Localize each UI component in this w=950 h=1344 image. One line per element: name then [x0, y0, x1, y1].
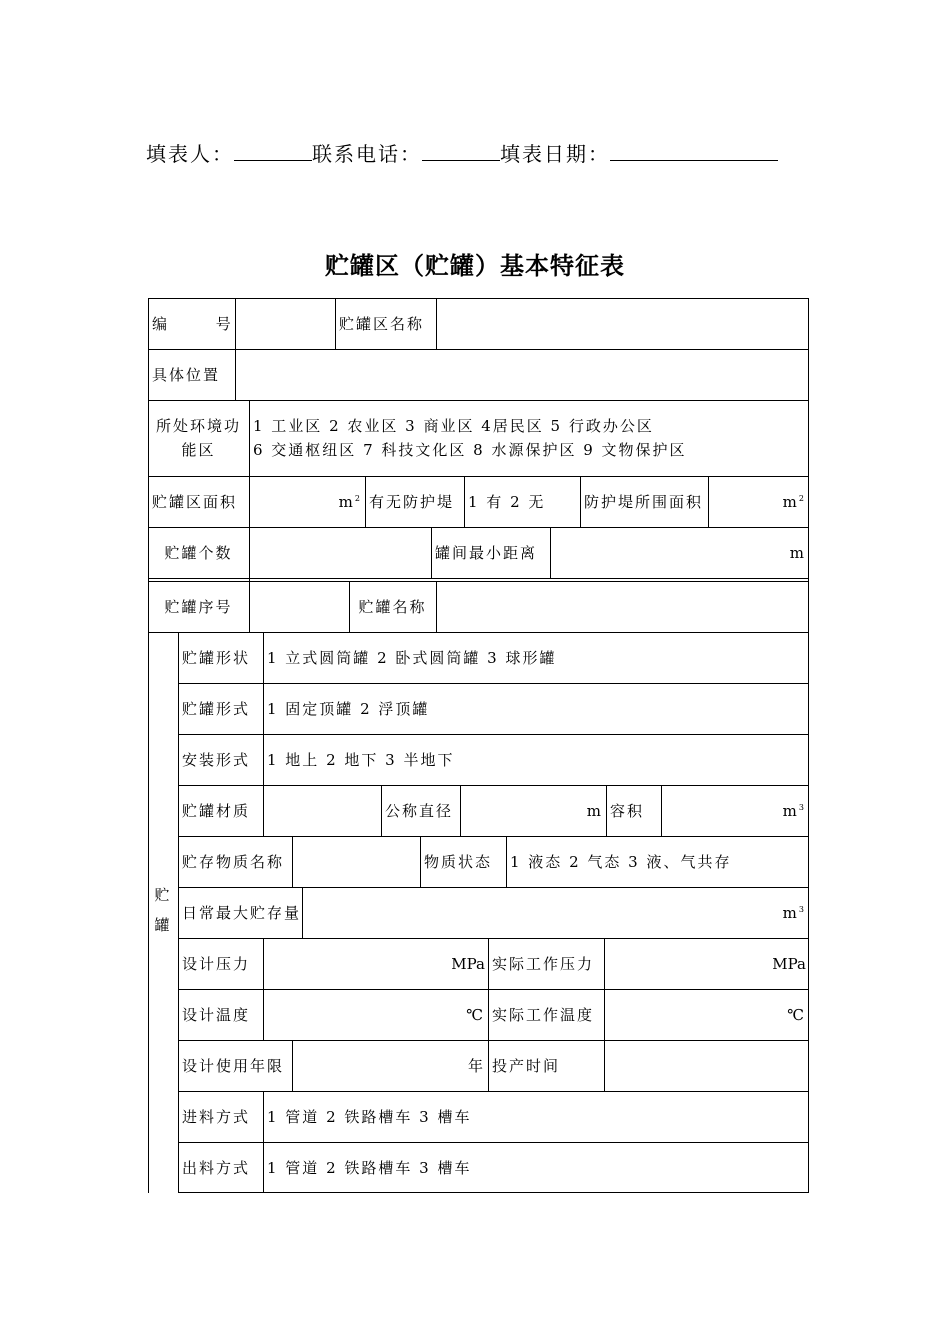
filler-blank[interactable] — [234, 142, 312, 161]
date-label: 填表日期： — [500, 142, 610, 166]
tank-seq-field[interactable] — [249, 581, 349, 632]
material-label: 贮罐材质 — [182, 802, 251, 820]
design-temp-field[interactable] — [263, 989, 488, 1040]
page-title: 贮罐区（贮罐）基本特征表 — [325, 251, 625, 280]
tank-name-field[interactable] — [436, 581, 809, 632]
discharge-label: 出料方式 — [182, 1159, 251, 1177]
form-options[interactable]: 1 固定顶罐 2 浮顶罐 — [267, 700, 430, 718]
env-zone-options-line2: 6 交通枢纽区 7 科技文化区 8 水源保护区 9 文物保护区 — [253, 441, 687, 459]
state-label: 物质状态 — [424, 853, 493, 871]
dike-area-field[interactable] — [708, 476, 809, 527]
work-temp-field[interactable] — [604, 989, 809, 1040]
unit-m2: $m^2$ — [338, 492, 362, 511]
unit-mpa: MPa — [451, 954, 485, 973]
volume-label: 容积 — [610, 802, 645, 820]
install-options[interactable]: 1 地上 2 地下 3 半地下 — [267, 751, 455, 769]
feed-options[interactable]: 1 管道 2 铁路槽车 3 槽车 — [267, 1108, 472, 1126]
work-pressure-label: 实际工作压力 — [492, 955, 595, 973]
substance-field[interactable] — [292, 836, 420, 887]
commission-field[interactable] — [604, 1040, 809, 1091]
date-blank[interactable] — [610, 142, 778, 161]
tank-count-field[interactable] — [249, 527, 431, 578]
unit-m3: $m^3$ — [782, 903, 806, 922]
location-label: 具体位置 — [152, 366, 221, 384]
min-distance-label: 罐间最小距离 — [435, 544, 538, 562]
area-name-field[interactable] — [436, 298, 809, 349]
tank-name-label: 贮罐名称 — [358, 598, 427, 616]
env-zone-options[interactable] — [249, 400, 809, 476]
install-label: 安装形式 — [182, 751, 251, 769]
dike-area-label: 防护堤所围面积 — [584, 493, 704, 511]
phone-blank[interactable] — [422, 142, 500, 161]
work-temp-label: 实际工作温度 — [492, 1006, 595, 1024]
max-storage-label: 日常最大贮存量 — [182, 904, 302, 922]
tank-seq-label: 贮罐序号 — [164, 598, 233, 616]
filler-label: 填表人： — [146, 142, 234, 166]
unit-celsius: ℃ — [787, 1005, 806, 1024]
work-pressure-field[interactable] — [604, 938, 809, 989]
unit-m3: $m^3$ — [782, 801, 806, 820]
number-label: 编 号 — [152, 315, 253, 333]
diameter-field[interactable] — [460, 785, 606, 836]
unit-celsius: ℃ — [466, 1005, 485, 1024]
tank-count-label: 贮罐个数 — [164, 544, 233, 562]
shape-options[interactable]: 1 立式圆筒罐 2 卧式圆筒罐 3 球形罐 — [267, 649, 557, 667]
design-life-label: 设计使用年限 — [182, 1057, 285, 1075]
discharge-options[interactable]: 1 管道 2 铁路槽车 3 槽车 — [267, 1159, 472, 1177]
state-options[interactable]: 1 液态 2 气态 3 液、气共存 — [510, 853, 732, 871]
area-size-label: 贮罐区面积 — [152, 493, 238, 511]
unit-m: m — [586, 801, 603, 820]
design-pressure-field[interactable] — [263, 938, 488, 989]
env-zone-options-line1: 1 工业区 2 农业区 3 商业区 4居民区 5 行政办公区 — [253, 417, 654, 435]
material-field[interactable] — [263, 785, 381, 836]
min-distance-field[interactable] — [550, 527, 809, 578]
unit-mpa: MPa — [772, 954, 806, 973]
location-field[interactable] — [235, 349, 809, 400]
design-life-field[interactable] — [292, 1040, 488, 1091]
diameter-label: 公称直径 — [385, 802, 454, 820]
unit-m: m — [789, 543, 806, 562]
number-field[interactable] — [235, 298, 335, 349]
commission-label: 投产时间 — [492, 1057, 561, 1075]
area-name-label: 贮罐区名称 — [339, 315, 425, 333]
phone-label: 联系电话： — [312, 142, 422, 166]
feed-label: 进料方式 — [182, 1108, 251, 1126]
unit-m2: $m^2$ — [782, 492, 806, 511]
design-temp-label: 设计温度 — [182, 1006, 251, 1024]
volume-field[interactable] — [661, 785, 809, 836]
design-pressure-label: 设计压力 — [182, 955, 251, 973]
unit-year: 年 — [467, 1057, 485, 1075]
tank-feature-form — [148, 298, 809, 1193]
dike-options[interactable]: 1 有 2 无 — [468, 493, 546, 511]
filler-info-line — [146, 138, 778, 167]
substance-label: 贮存物质名称 — [182, 853, 285, 871]
form-label: 贮罐形式 — [182, 700, 251, 718]
env-zone-label: 所处环境功能区 — [155, 417, 241, 459]
area-size-field[interactable] — [249, 476, 365, 527]
max-storage-field[interactable] — [302, 887, 809, 938]
tank-side-label: 贮 罐 — [154, 886, 170, 934]
shape-label: 贮罐形状 — [182, 649, 251, 667]
dike-label: 有无防护堤 — [369, 493, 455, 511]
